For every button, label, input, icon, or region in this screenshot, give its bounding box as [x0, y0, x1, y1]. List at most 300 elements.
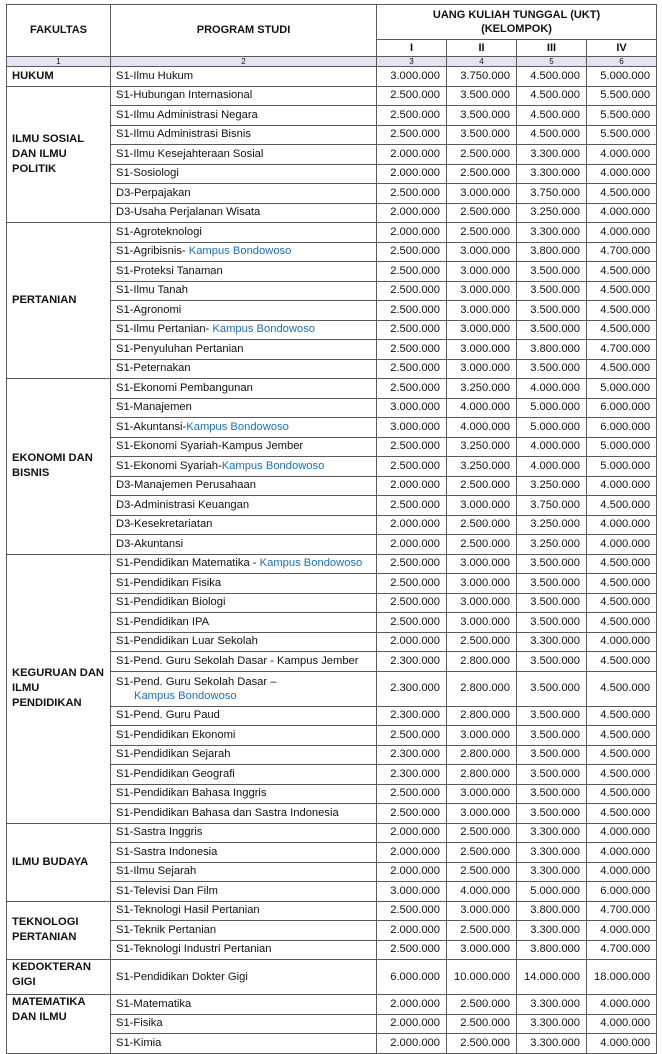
ukt-value-group-2: 3.000.000 [447, 496, 517, 516]
ukt-value-group-2: 3.250.000 [447, 457, 517, 477]
program-name [111, 281, 377, 301]
program-name [111, 960, 377, 995]
program-label: S1-Pendidikan Bahasa dan Sastra Indonesia [116, 806, 339, 819]
ukt-value-group-3: 3.800.000 [517, 242, 587, 262]
ukt-value-group-2: 3.750.000 [447, 67, 517, 87]
ukt-value-group-3: 3.500.000 [517, 706, 587, 726]
ukt-value-group-2: 2.500.000 [447, 921, 517, 941]
program-label: S1-Ilmu Kesejahteraan Sosial [116, 147, 264, 160]
ukt-value-group-4: 4.000.000 [587, 476, 657, 496]
program-name [111, 496, 377, 516]
ukt-value-group-2: 3.000.000 [447, 901, 517, 921]
program-name [111, 745, 377, 765]
program-name [111, 145, 377, 165]
ukt-value-group-3: 3.750.000 [517, 184, 587, 204]
campus-label: Kampus Bondowoso [134, 689, 237, 702]
ukt-value-group-1: 2.000.000 [377, 1034, 447, 1054]
ukt-value-group-4: 4.500.000 [587, 496, 657, 516]
faculty-name: PERTANIAN [7, 223, 111, 379]
ukt-value-group-3: 3.500.000 [517, 745, 587, 765]
ukt-value-group-2: 2.500.000 [447, 145, 517, 165]
ukt-value-group-4: 4.000.000 [587, 1034, 657, 1054]
program-name [111, 921, 377, 941]
ukt-value-group-4: 4.500.000 [587, 784, 657, 804]
ukt-value-group-4: 5.000.000 [587, 67, 657, 87]
ukt-value-group-2: 3.000.000 [447, 593, 517, 613]
ukt-value-group-4: 4.500.000 [587, 281, 657, 301]
program-label: D3-Administrasi Keuangan [116, 498, 250, 511]
header-group-3: III [517, 40, 587, 57]
program-name [111, 784, 377, 804]
ukt-value-group-1: 2.000.000 [377, 223, 447, 243]
ukt-value-group-4: 4.000.000 [587, 535, 657, 555]
program-label: S1-Televisi Dan Film [116, 884, 218, 897]
campus-label: Kampus Bondowoso [186, 420, 289, 433]
ukt-value-group-1: 2.500.000 [377, 281, 447, 301]
program-name [111, 882, 377, 902]
ukt-value-group-3: 3.250.000 [517, 535, 587, 555]
ukt-value-group-2: 2.500.000 [447, 223, 517, 243]
ukt-value-group-2: 2.500.000 [447, 203, 517, 223]
ukt-value-group-3: 3.300.000 [517, 164, 587, 184]
ukt-value-group-3: 3.500.000 [517, 726, 587, 746]
ukt-table [6, 4, 657, 1054]
ukt-value-group-2: 2.800.000 [447, 765, 517, 785]
program-name [111, 457, 377, 477]
ukt-value-group-2: 2.800.000 [447, 652, 517, 672]
program-name [111, 262, 377, 282]
program-label: S1-Agroteknologi [116, 225, 202, 238]
ukt-value-group-4: 4.500.000 [587, 593, 657, 613]
ukt-value-group-2: 4.000.000 [447, 418, 517, 438]
ukt-value-group-4: 5.000.000 [587, 437, 657, 457]
program-label: S1-Pendidikan Biologi [116, 596, 226, 609]
header-program-studi: PROGRAM STUDI [111, 5, 377, 57]
ukt-value-group-4: 4.500.000 [587, 184, 657, 204]
program-name [111, 726, 377, 746]
ukt-value-group-3: 3.500.000 [517, 574, 587, 594]
ukt-value-group-4: 5.500.000 [587, 106, 657, 126]
ukt-value-group-2: 2.500.000 [447, 995, 517, 1015]
program-name [111, 843, 377, 863]
col-number: 5 [517, 57, 587, 67]
program-label: S1-Pendidikan Ekonomi [116, 728, 236, 741]
ukt-value-group-4: 4.000.000 [587, 995, 657, 1015]
ukt-value-group-4: 4.500.000 [587, 613, 657, 633]
ukt-value-group-3: 3.800.000 [517, 340, 587, 360]
ukt-value-group-3: 4.000.000 [517, 437, 587, 457]
program-name [111, 901, 377, 921]
faculty-name: ILMU SOSIAL DAN ILMU POLITIK [7, 86, 111, 223]
table-row [7, 223, 657, 243]
ukt-value-group-1: 2.300.000 [377, 745, 447, 765]
ukt-value-group-2: 3.000.000 [447, 184, 517, 204]
ukt-value-group-3: 3.500.000 [517, 554, 587, 574]
program-name [111, 995, 377, 1015]
ukt-value-group-4: 4.500.000 [587, 574, 657, 594]
ukt-value-group-3: 14.000.000 [517, 960, 587, 995]
ukt-value-group-2: 2.800.000 [447, 706, 517, 726]
ukt-value-group-1: 2.000.000 [377, 995, 447, 1015]
table-body [7, 67, 657, 1054]
ukt-value-group-1: 2.000.000 [377, 535, 447, 555]
ukt-value-group-4: 4.700.000 [587, 940, 657, 960]
program-label: S1-Peternakan [116, 362, 191, 375]
ukt-value-group-4: 6.000.000 [587, 418, 657, 438]
ukt-value-group-1: 2.000.000 [377, 921, 447, 941]
ukt-value-group-3: 3.500.000 [517, 765, 587, 785]
table-row [7, 554, 657, 574]
program-label: S1-Matematika [116, 997, 192, 1010]
ukt-value-group-2: 2.500.000 [447, 535, 517, 555]
ukt-value-group-4: 4.500.000 [587, 745, 657, 765]
program-name [111, 340, 377, 360]
ukt-value-group-2: 3.250.000 [447, 437, 517, 457]
ukt-value-group-1: 2.000.000 [377, 823, 447, 843]
ukt-value-group-2: 3.500.000 [447, 86, 517, 106]
program-label: S1-Hubungan Internasional [116, 89, 253, 102]
ukt-value-group-3: 3.500.000 [517, 359, 587, 379]
program-label: S1-Ilmu Hukum [116, 69, 194, 82]
program-label: S1-Pend. Guru Sekolah Dasar – [116, 675, 277, 688]
ukt-value-group-1: 2.500.000 [377, 125, 447, 145]
ukt-value-group-2: 2.500.000 [447, 823, 517, 843]
ukt-value-group-3: 3.300.000 [517, 1014, 587, 1034]
ukt-value-group-2: 2.800.000 [447, 745, 517, 765]
ukt-value-group-1: 2.000.000 [377, 476, 447, 496]
program-name [111, 301, 377, 321]
program-label: S1-Ilmu Sejarah [116, 865, 197, 878]
program-label: S1-Agribisnis- [116, 245, 189, 258]
ukt-value-group-3: 5.000.000 [517, 418, 587, 438]
faculty-name: ILMU BUDAYA [7, 823, 111, 901]
ukt-value-group-1: 2.500.000 [377, 901, 447, 921]
ukt-value-group-4: 4.000.000 [587, 164, 657, 184]
faculty-name: MATEMATIKA DAN ILMU [7, 995, 111, 1054]
program-label: S1-Sastra Indonesia [116, 845, 218, 858]
ukt-value-group-2: 3.000.000 [447, 242, 517, 262]
table-row [7, 67, 657, 87]
program-label: S1-Ilmu Administrasi Bisnis [116, 128, 251, 141]
ukt-value-group-3: 4.500.000 [517, 106, 587, 126]
program-label: S1-Ekonomi Syariah-Kampus Jember [116, 440, 304, 453]
ukt-value-group-1: 2.500.000 [377, 340, 447, 360]
ukt-value-group-3: 4.000.000 [517, 457, 587, 477]
ukt-value-group-3: 3.300.000 [517, 843, 587, 863]
program-name [111, 613, 377, 633]
ukt-value-group-4: 4.000.000 [587, 145, 657, 165]
program-name [111, 823, 377, 843]
table-row [7, 901, 657, 921]
ukt-value-group-4: 4.500.000 [587, 804, 657, 824]
ukt-value-group-3: 3.300.000 [517, 1034, 587, 1054]
program-label: D3-Perpajakan [116, 186, 191, 199]
ukt-value-group-1: 2.300.000 [377, 652, 447, 672]
col-number: 6 [587, 57, 657, 67]
program-name [111, 535, 377, 555]
ukt-value-group-4: 5.500.000 [587, 86, 657, 106]
ukt-value-group-2: 3.000.000 [447, 613, 517, 633]
ukt-value-group-2: 3.500.000 [447, 125, 517, 145]
ukt-value-group-4: 4.500.000 [587, 652, 657, 672]
ukt-value-group-2: 3.000.000 [447, 301, 517, 321]
program-name [111, 379, 377, 399]
campus-label: Kampus Bondowoso [212, 323, 316, 336]
ukt-value-group-3: 3.300.000 [517, 223, 587, 243]
program-name [111, 398, 377, 418]
ukt-value-group-2: 3.000.000 [447, 262, 517, 282]
ukt-value-group-2: 3.000.000 [447, 726, 517, 746]
header-ukt-line2: (KELOMPOK) [481, 23, 552, 35]
ukt-value-group-1: 2.500.000 [377, 106, 447, 126]
program-label: S1-Pendidikan Bahasa Inggris [116, 787, 267, 800]
ukt-value-group-3: 3.250.000 [517, 476, 587, 496]
program-label: D3-Usaha Perjalanan Wisata [116, 206, 261, 219]
campus-label: Kampus Bondowoso [259, 557, 363, 570]
ukt-value-group-4: 6.000.000 [587, 398, 657, 418]
ukt-value-group-3: 3.300.000 [517, 145, 587, 165]
ukt-value-group-2: 2.500.000 [447, 164, 517, 184]
ukt-value-group-3: 3.300.000 [517, 823, 587, 843]
program-name [111, 320, 377, 340]
ukt-value-group-1: 2.300.000 [377, 671, 447, 706]
ukt-value-group-1: 3.000.000 [377, 398, 447, 418]
ukt-value-group-4: 4.000.000 [587, 203, 657, 223]
col-number: 3 [377, 57, 447, 67]
ukt-value-group-4: 5.000.000 [587, 457, 657, 477]
program-name [111, 554, 377, 574]
faculty-name: KEDOKTERAN GIGI [7, 960, 111, 995]
column-number-row [7, 57, 657, 67]
ukt-value-group-3: 3.500.000 [517, 320, 587, 340]
ukt-value-group-4: 4.000.000 [587, 843, 657, 863]
ukt-value-group-3: 3.800.000 [517, 940, 587, 960]
program-name [111, 223, 377, 243]
ukt-value-group-4: 4.000.000 [587, 862, 657, 882]
col-number: 2 [111, 57, 377, 67]
program-label: S1-Ilmu Tanah [116, 284, 188, 297]
ukt-value-group-1: 2.500.000 [377, 574, 447, 594]
program-name [111, 476, 377, 496]
faculty-name: TEKNOLOGI PERTANIAN [7, 901, 111, 960]
ukt-value-group-1: 2.500.000 [377, 301, 447, 321]
program-name [111, 632, 377, 652]
program-name [111, 804, 377, 824]
ukt-value-group-4: 6.000.000 [587, 882, 657, 902]
ukt-value-group-1: 2.000.000 [377, 515, 447, 535]
ukt-value-group-1: 2.500.000 [377, 593, 447, 613]
col-number: 1 [7, 57, 111, 67]
faculty-name: KEGURUAN DAN ILMU PENDIDIKAN [7, 554, 111, 823]
ukt-value-group-1: 2.000.000 [377, 1014, 447, 1034]
program-label: S1-Pend. Guru Sekolah Dasar - Kampus Jember [116, 654, 359, 667]
program-label: S1-Penyuluhan Pertanian [116, 342, 244, 355]
program-name [111, 359, 377, 379]
ukt-value-group-4: 4.000.000 [587, 515, 657, 535]
ukt-value-group-2: 3.000.000 [447, 320, 517, 340]
program-label: S1-Manajemen [116, 401, 192, 414]
program-label: S1-Ekonomi Pembangunan [116, 381, 253, 394]
ukt-value-group-4: 4.000.000 [587, 823, 657, 843]
ukt-value-group-1: 2.500.000 [377, 726, 447, 746]
ukt-value-group-4: 4.500.000 [587, 359, 657, 379]
ukt-value-group-2: 2.800.000 [447, 671, 517, 706]
ukt-value-group-1: 2.500.000 [377, 86, 447, 106]
ukt-value-group-2: 2.500.000 [447, 515, 517, 535]
program-name [111, 86, 377, 106]
ukt-value-group-1: 2.500.000 [377, 784, 447, 804]
ukt-value-group-2: 2.500.000 [447, 1014, 517, 1034]
program-label: S1-Teknologi Industri Pertanian [116, 943, 272, 956]
ukt-value-group-3: 3.500.000 [517, 671, 587, 706]
ukt-value-group-1: 2.500.000 [377, 437, 447, 457]
program-name [111, 106, 377, 126]
program-name [111, 765, 377, 785]
ukt-value-group-2: 10.000.000 [447, 960, 517, 995]
program-label: S1-Pendidikan Geografi [116, 767, 235, 780]
ukt-value-group-3: 3.300.000 [517, 921, 587, 941]
program-label: S1-Pendidikan Fisika [116, 576, 222, 589]
ukt-value-group-3: 4.500.000 [517, 86, 587, 106]
ukt-value-group-1: 3.000.000 [377, 418, 447, 438]
table-row [7, 960, 657, 995]
ukt-value-group-3: 3.500.000 [517, 593, 587, 613]
ukt-value-group-1: 2.300.000 [377, 706, 447, 726]
ukt-value-group-3: 3.500.000 [517, 652, 587, 672]
ukt-value-group-4: 4.500.000 [587, 320, 657, 340]
ukt-value-group-2: 2.500.000 [447, 1034, 517, 1054]
program-label: S1-Ilmu Pertanian- [116, 323, 213, 336]
program-name [111, 164, 377, 184]
ukt-value-group-4: 4.500.000 [587, 765, 657, 785]
ukt-value-group-3: 3.250.000 [517, 515, 587, 535]
ukt-value-group-4: 4.700.000 [587, 901, 657, 921]
ukt-value-group-1: 2.300.000 [377, 765, 447, 785]
ukt-value-group-1: 2.000.000 [377, 862, 447, 882]
ukt-value-group-2: 3.000.000 [447, 940, 517, 960]
ukt-value-group-4: 4.500.000 [587, 301, 657, 321]
ukt-value-group-4: 4.500.000 [587, 726, 657, 746]
ukt-value-group-1: 2.500.000 [377, 320, 447, 340]
ukt-value-group-4: 4.500.000 [587, 262, 657, 282]
ukt-value-group-2: 3.000.000 [447, 574, 517, 594]
ukt-value-group-3: 4.500.000 [517, 125, 587, 145]
ukt-value-group-2: 3.000.000 [447, 804, 517, 824]
ukt-value-group-3: 3.500.000 [517, 262, 587, 282]
table-row [7, 86, 657, 106]
ukt-value-group-2: 2.500.000 [447, 476, 517, 496]
program-label: S1-Teknologi Hasil Pertanian [116, 904, 260, 917]
program-label: S1-Proteksi Tanaman [116, 264, 223, 277]
program-name [111, 67, 377, 87]
ukt-value-group-1: 6.000.000 [377, 960, 447, 995]
ukt-value-group-1: 2.000.000 [377, 164, 447, 184]
header-group-1: I [377, 40, 447, 57]
header-group-4: IV [587, 40, 657, 57]
ukt-value-group-4: 5.500.000 [587, 125, 657, 145]
ukt-value-group-1: 2.500.000 [377, 804, 447, 824]
program-label: D3-Kesekretariatan [116, 518, 213, 531]
ukt-value-group-3: 3.300.000 [517, 995, 587, 1015]
faculty-name: HUKUM [7, 67, 111, 87]
program-name [111, 437, 377, 457]
ukt-value-group-2: 2.500.000 [447, 862, 517, 882]
table-row [7, 379, 657, 399]
ukt-value-group-1: 2.500.000 [377, 613, 447, 633]
program-name [111, 940, 377, 960]
ukt-value-group-1: 2.500.000 [377, 242, 447, 262]
ukt-value-group-3: 4.500.000 [517, 67, 587, 87]
ukt-value-group-3: 3.300.000 [517, 632, 587, 652]
ukt-value-group-1: 2.500.000 [377, 496, 447, 516]
ukt-value-group-1: 2.000.000 [377, 632, 447, 652]
program-name [111, 515, 377, 535]
ukt-value-group-1: 2.000.000 [377, 145, 447, 165]
ukt-value-group-3: 5.000.000 [517, 398, 587, 418]
ukt-value-group-1: 3.000.000 [377, 67, 447, 87]
ukt-value-group-3: 5.000.000 [517, 882, 587, 902]
ukt-value-group-1: 2.500.000 [377, 184, 447, 204]
program-label: S1-Pendidikan Sejarah [116, 748, 231, 761]
ukt-value-group-3: 3.500.000 [517, 281, 587, 301]
program-name [111, 652, 377, 672]
ukt-value-group-4: 4.500.000 [587, 671, 657, 706]
program-name [111, 184, 377, 204]
program-name [111, 125, 377, 145]
ukt-value-group-3: 3.750.000 [517, 496, 587, 516]
program-label: S1-Fisika [116, 1017, 163, 1030]
program-name [111, 593, 377, 613]
ukt-value-group-1: 2.500.000 [377, 554, 447, 574]
program-label: S1-Pend. Guru Paud [116, 709, 220, 722]
program-label: D3-Manajemen Perusahaan [116, 479, 256, 492]
table-row [7, 995, 657, 1015]
ukt-value-group-2: 3.250.000 [447, 379, 517, 399]
program-label: S1-Sosiologi [116, 167, 179, 180]
ukt-value-group-3: 4.000.000 [517, 379, 587, 399]
ukt-value-group-4: 18.000.000 [587, 960, 657, 995]
program-label: S1-Ilmu Administrasi Negara [116, 108, 258, 121]
ukt-value-group-4: 4.000.000 [587, 1014, 657, 1034]
ukt-value-group-1: 2.500.000 [377, 457, 447, 477]
ukt-value-group-3: 3.800.000 [517, 901, 587, 921]
ukt-value-group-3: 3.250.000 [517, 203, 587, 223]
program-label: S1-Pendidikan Matematika - [116, 557, 260, 570]
ukt-value-group-1: 2.000.000 [377, 203, 447, 223]
ukt-value-group-4: 4.700.000 [587, 340, 657, 360]
ukt-value-group-1: 2.500.000 [377, 940, 447, 960]
ukt-value-group-4: 4.000.000 [587, 223, 657, 243]
program-name [111, 418, 377, 438]
ukt-value-group-2: 4.000.000 [447, 882, 517, 902]
ukt-value-group-4: 4.700.000 [587, 242, 657, 262]
program-name [111, 1034, 377, 1054]
program-label: S1-Pendidikan IPA [116, 615, 210, 628]
header-group-2: II [447, 40, 517, 57]
ukt-value-group-2: 3.000.000 [447, 359, 517, 379]
ukt-value-group-4: 5.000.000 [587, 379, 657, 399]
ukt-value-group-4: 4.000.000 [587, 632, 657, 652]
program-label: D3-Akuntansi [116, 537, 184, 550]
program-label: S1-Ekonomi Syariah- [116, 459, 222, 472]
program-name [111, 203, 377, 223]
ukt-value-group-2: 2.500.000 [447, 843, 517, 863]
ukt-value-group-2: 4.000.000 [447, 398, 517, 418]
ukt-value-group-1: 3.000.000 [377, 882, 447, 902]
program-label: S1-Pendidikan Dokter Gigi [116, 970, 248, 983]
ukt-value-group-2: 3.000.000 [447, 784, 517, 804]
ukt-value-group-1: 2.500.000 [377, 262, 447, 282]
